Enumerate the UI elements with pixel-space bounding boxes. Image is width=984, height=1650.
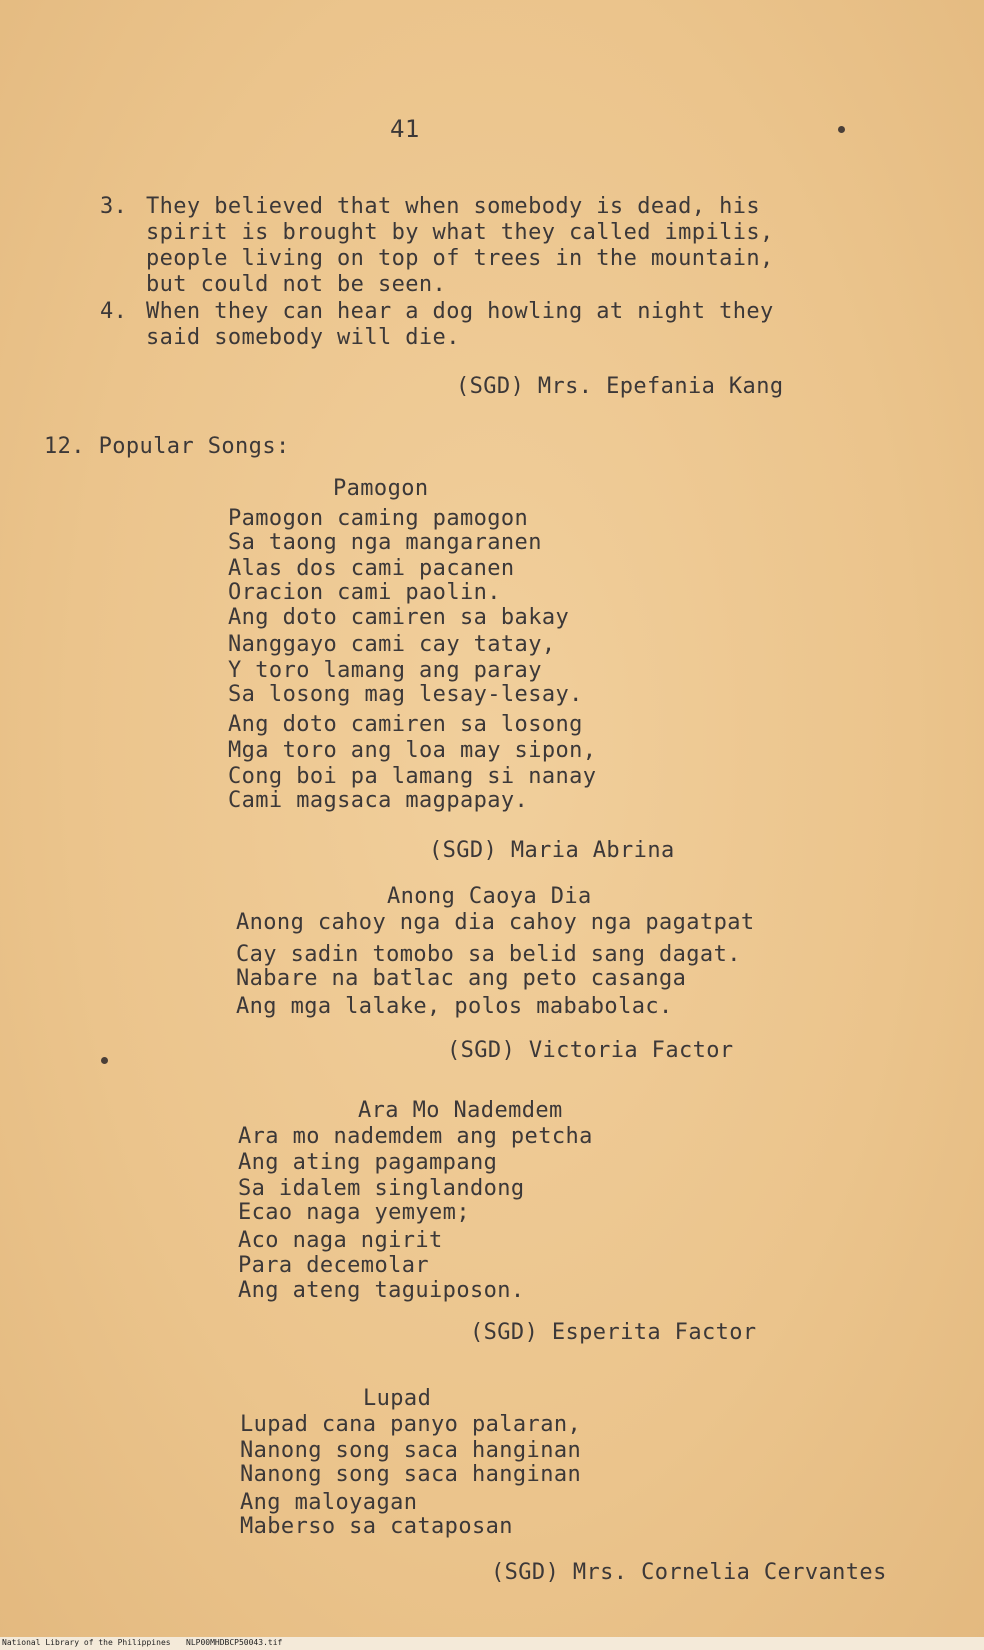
item-line: They believed that when somebody is dead, his (146, 194, 761, 219)
song-line: Oracion cami paolin. (228, 580, 501, 605)
signature: (SGD) Victoria Factor (447, 1038, 734, 1063)
song-line: Sa losong mag lesay-lesay. (228, 682, 583, 707)
signature: (SGD) Maria Abrina (429, 838, 675, 863)
song-line: Lupad cana panyo palaran, (240, 1412, 582, 1437)
song-line: Pamogon caming pamogon (228, 506, 529, 531)
song-line: Nanong song saca hanginan (240, 1462, 582, 1487)
song-line: Y toro lamang ang paray (228, 658, 542, 683)
song-line: Ara mo nademdem ang petcha (238, 1124, 593, 1149)
song-line: Ang maloyagan (240, 1490, 418, 1515)
item-number: 4. (100, 299, 128, 324)
song-line: Ang ateng taguiposon. (238, 1278, 525, 1303)
song-line: Cami magsaca magpapay. (228, 788, 529, 813)
item-line: people living on top of trees in the mountain, (146, 246, 774, 271)
song-line: Anong cahoy nga dia cahoy nga pagatpat (236, 910, 755, 935)
signature: (SGD) Esperita Factor (470, 1320, 757, 1345)
song-line: Alas dos cami pacanen (228, 556, 515, 581)
song-line: Sa idalem singlandong (238, 1176, 525, 1201)
archive-footer (0, 1637, 984, 1650)
song-line: Ecao naga yemyem; (238, 1200, 470, 1225)
song-line: Maberso sa cataposan (240, 1514, 513, 1539)
footer-file-name: NLP00MHDBCP50043.tif (186, 1638, 283, 1647)
page-number: 41 (390, 115, 420, 143)
footer-archive-name: National Library of the Philippines (2, 1638, 171, 1647)
item-line: said somebody will die. (146, 325, 460, 350)
signature: (SGD) Mrs. Epefania Kang (456, 374, 784, 399)
song-line: Nanggayo cami cay tatay, (228, 632, 556, 657)
item-line: but could not be seen. (146, 272, 447, 297)
song-line: Aco naga ngirit (238, 1228, 443, 1253)
signature: (SGD) Mrs. Cornelia Cervantes (491, 1560, 887, 1585)
song-line: Ang mga lalake, polos mababolac. (236, 994, 673, 1019)
song-line: Sa taong nga mangaranen (228, 530, 542, 555)
song-line: Para decemolar (238, 1253, 430, 1278)
song-title: Anong Caoya Dia (387, 884, 592, 909)
item-line: When they can hear a dog howling at night they (146, 299, 774, 324)
song-line: Mga toro ang loa may sipon, (228, 738, 597, 763)
song-line: Ang ating pagampang (238, 1150, 498, 1175)
song-title: Ara Mo Nademdem (358, 1098, 563, 1123)
song-line: Nabare na batlac ang peto casanga (236, 966, 687, 991)
section-heading: 12. Popular Songs: (44, 434, 290, 459)
song-line: Nanong song saca hanginan (240, 1438, 582, 1463)
song-line: Ang doto camiren sa bakay (228, 605, 570, 630)
item-line: spirit is brought by what they called impilis, (146, 220, 774, 245)
ink-dot (838, 126, 845, 133)
song-title: Lupad (363, 1386, 432, 1411)
song-line: Cay sadin tomobo sa belid sang dagat. (236, 942, 741, 967)
song-line: Cong boi pa lamang si nanay (228, 764, 597, 789)
song-line: Ang doto camiren sa losong (228, 712, 583, 737)
item-number: 3. (100, 194, 128, 219)
ink-dot (101, 1057, 108, 1064)
song-title: Pamogon (333, 476, 429, 501)
